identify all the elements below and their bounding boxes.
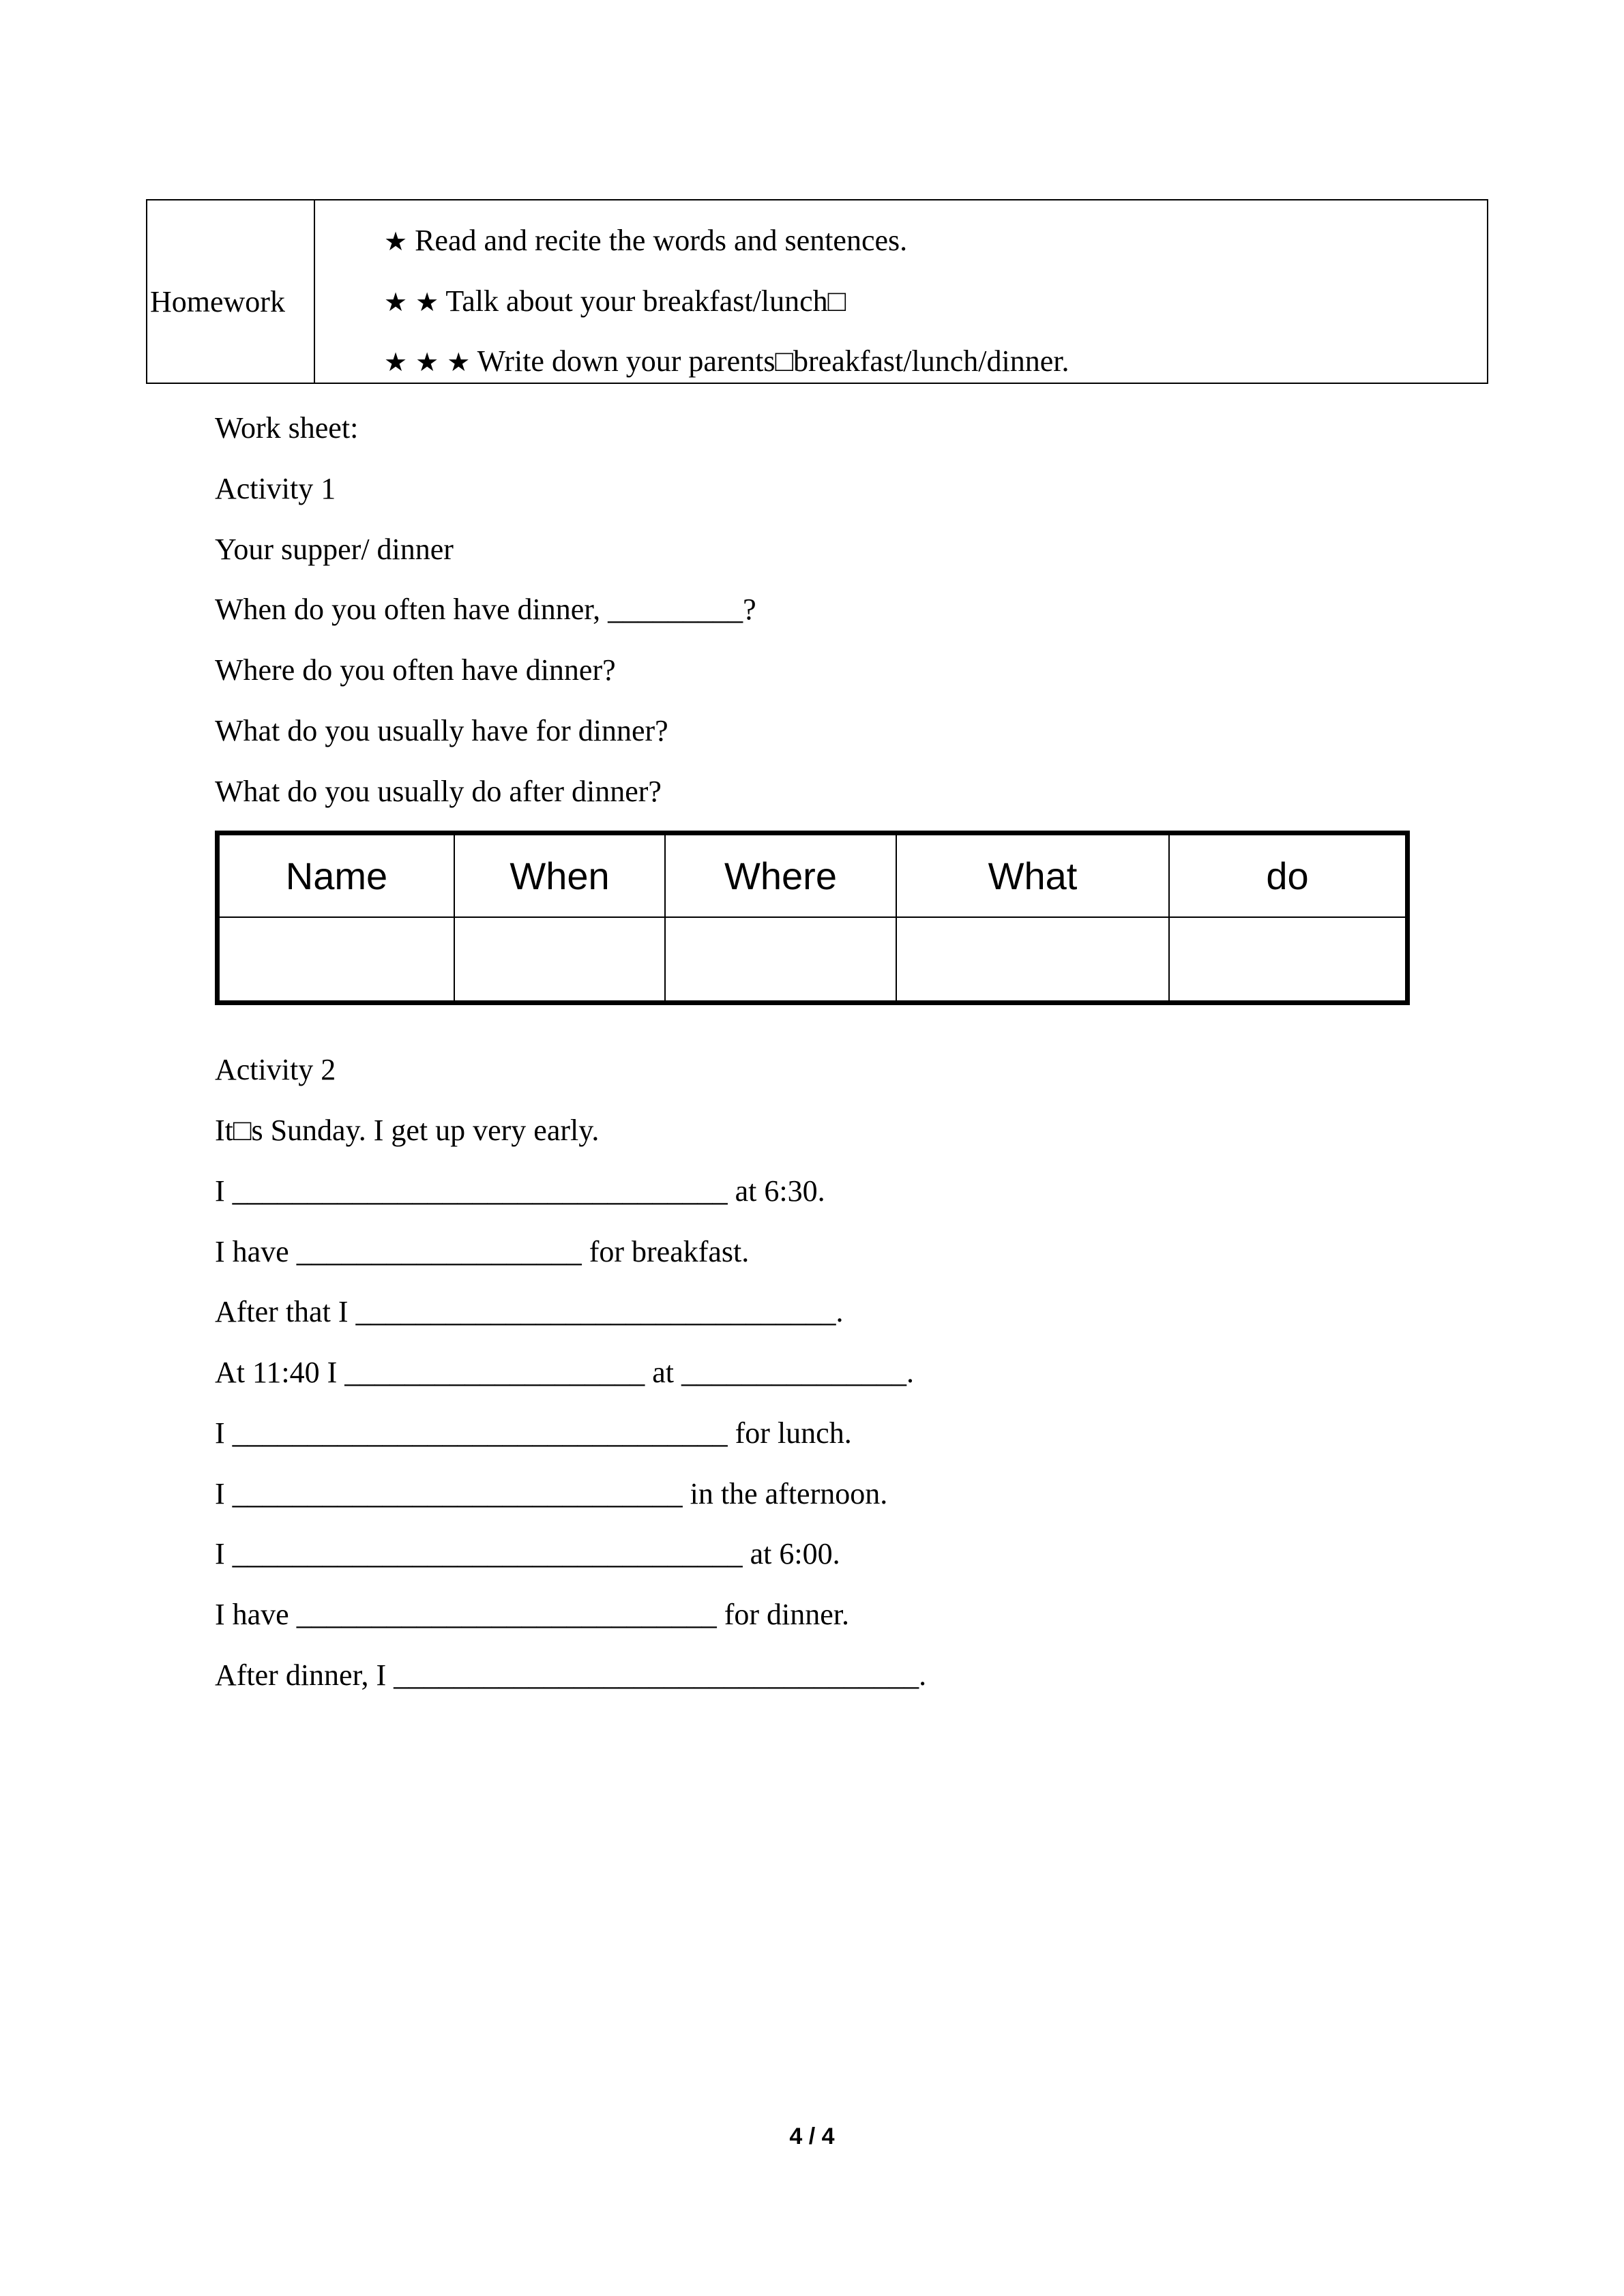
worksheet-title: Work sheet: — [215, 411, 359, 445]
activity2-line: I __________________________________ at 6:00. — [215, 1537, 840, 1570]
activity2-title: Activity 2 — [215, 1053, 336, 1086]
activity2-line: After that I ________________________________. — [215, 1295, 844, 1328]
table-column — [1170, 835, 1405, 1000]
homework-item — [384, 284, 846, 319]
table-column — [897, 835, 1170, 1000]
table-header-do: do — [1170, 835, 1405, 918]
activity2-line: I _________________________________ at 6:30. — [215, 1174, 825, 1208]
table-column — [455, 835, 666, 1000]
table-header-what: What — [897, 835, 1168, 918]
activity1-question: What do you usually have for dinner? — [215, 714, 668, 747]
homework-item — [384, 344, 1069, 379]
homework-item-text: Write down your parents□breakfast/lunch/dinner. — [470, 344, 1069, 378]
activity2-line: At 11:40 I ____________________ at _______________. — [215, 1356, 914, 1389]
star-icon: ★ ★ ★ — [384, 347, 471, 377]
activity1-question: Where do you often have dinner? — [215, 653, 616, 687]
activity2-line: It□s Sunday. I get up very early. — [215, 1114, 600, 1147]
activity2-line: I _________________________________ for lunch. — [215, 1416, 852, 1450]
table-header-where: Where — [666, 835, 896, 918]
homework-label: Homework — [150, 285, 285, 318]
homework-item-text: Talk about your breakfast/lunch□ — [439, 284, 846, 318]
star-icon: ★ — [384, 226, 408, 256]
table-header-name: Name — [220, 835, 454, 918]
activity2-line: After dinner, I ___________________________________. — [215, 1658, 927, 1692]
activity2-line: I have ____________________________ for dinner. — [215, 1598, 849, 1631]
homework-item — [384, 224, 907, 258]
table-header-when: When — [455, 835, 664, 918]
activity2-line: I have ___________________ for breakfast. — [215, 1235, 750, 1268]
page-number: 4 / 4 — [789, 2123, 835, 2149]
homework-item-text: Read and recite the words and sentences. — [407, 224, 908, 257]
star-icon: ★ ★ — [384, 287, 439, 317]
activity1-table — [215, 831, 1410, 1005]
activity2-line: I ______________________________ in the afternoon. — [215, 1477, 888, 1510]
activity1-question: What do you usually do after dinner? — [215, 775, 662, 808]
activity1-title: Activity 1 — [215, 472, 336, 505]
activity1-subtitle: Your supper/ dinner — [215, 533, 454, 566]
activity1-question: When do you often have dinner, _________? — [215, 593, 756, 626]
homework-table — [146, 199, 1488, 384]
table-column — [666, 835, 897, 1000]
table-column — [220, 835, 455, 1000]
homework-label-cell — [147, 200, 315, 383]
